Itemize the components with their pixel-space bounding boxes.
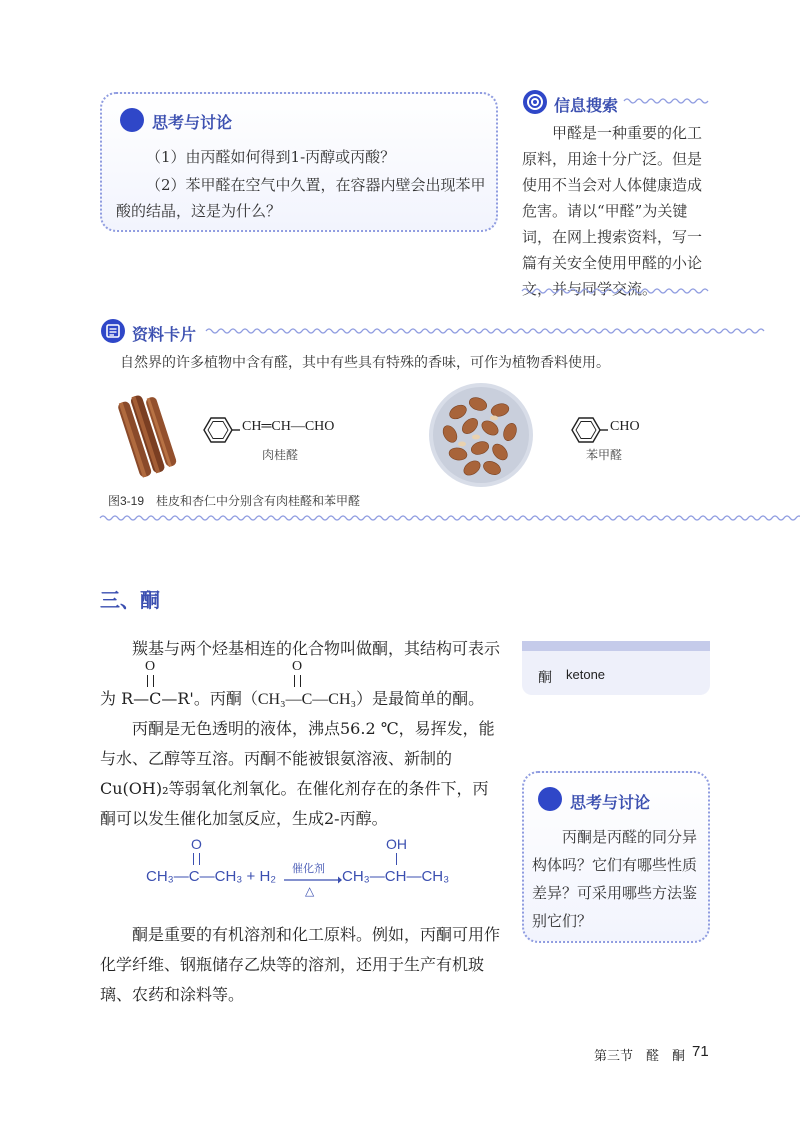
reactant-o-label: O	[191, 836, 202, 852]
cinnamon-sticks-image	[118, 390, 180, 480]
paragraph-1-end: ）是最简单的酮。	[356, 689, 485, 708]
discussion-2-text: 丙酮是丙醛的同分异构体吗？它们有哪些性质差异？可采用哪些方法鉴别它们？	[532, 828, 698, 930]
cinnamaldehyde-name: 肉桂醛	[262, 448, 299, 462]
at-icon	[522, 89, 548, 115]
product-oh-label: OH	[386, 836, 407, 852]
figure-caption: 图3-19 桂皮和杏仁中分别含有肉桂醛和苯甲醛	[108, 494, 361, 508]
wave-divider	[522, 287, 710, 295]
benzaldehyde-formula: CHO	[610, 419, 640, 434]
benzene-ring-icon	[194, 410, 240, 450]
discussion-question-1: （1）由丙醛如何得到1-丙醇或丙酸？	[146, 148, 396, 166]
single-bond-mark	[396, 853, 397, 865]
almond-plate-image	[428, 382, 534, 488]
reactant-formula: CH₃—C—CH₃ + H₂	[146, 868, 277, 885]
wave-divider	[100, 514, 710, 522]
discussion-icon	[120, 108, 144, 132]
discussion-box-2	[522, 771, 710, 943]
info-search-text: 甲醛是一种重要的化工原料，用途十分广泛。但是使用不当会对人体健康造成危害。请以“甲醛”为关键词，在网上搜索资料，写一篇有关安全使用甲醛的小论文，并与同学交流。	[522, 124, 703, 298]
paragraph-2: 丙酮是无色透明的液体，沸点56.2 ℃，易挥发，能与水、乙醇等互溶。丙酮不能被银氨溶液、新制的Cu(OH)₂等弱氧化剂氧化。在催化剂存在的条件下，丙酮可以发生催化加氢反应，生成2-丙醇。	[100, 719, 495, 828]
section-heading: 三、酮	[100, 590, 160, 612]
wave-divider	[206, 327, 710, 335]
paragraph-3: 酮是重要的有机溶剂和化工原料。例如，丙酮可用作化学纤维、钢瓶储存乙炔等的溶剂，还用于生产有机玻璃、农药和涂料等。	[100, 925, 501, 1004]
data-card-title: 资料卡片	[132, 327, 197, 344]
cinnamaldehyde-formula: CH═CH—CHO	[242, 419, 335, 434]
heat-symbol: △	[305, 884, 315, 898]
paragraph-1-line-1: 羰基与两个烃基相连的化合物叫做酮，其结构可表示	[132, 639, 501, 658]
discussion-box-1	[100, 92, 498, 232]
glossary-box	[522, 641, 710, 695]
discussion-icon	[538, 787, 562, 811]
double-bond-mark	[193, 853, 200, 865]
wave-divider	[624, 97, 710, 105]
discussion-title: 思考与讨论	[570, 795, 651, 812]
glossary-term: 酮	[538, 670, 552, 686]
footer-section-label: 第三节 醛 酮	[594, 1048, 686, 1063]
benzene-ring-icon	[562, 410, 608, 450]
discussion-question-2: （2）苯甲醛在空气中久置，在容器内壁会出现苯甲酸的结晶，这是为什么？	[116, 176, 486, 220]
arrow-icon	[284, 876, 342, 884]
o-label: O	[292, 659, 303, 674]
glossary-english: ketone	[566, 667, 606, 682]
discussion-title: 思考与讨论	[152, 115, 233, 132]
document-icon	[100, 318, 126, 344]
data-card-intro: 自然界的许多植物中含有醛，其中有些具有特殊的香味，可作为植物香料使用。	[120, 355, 610, 371]
benzaldehyde-name: 苯甲醛	[586, 448, 623, 462]
page-number: 71	[692, 1043, 709, 1060]
o-label: O	[145, 659, 156, 674]
product-formula: CH₃—CH—CH₃	[342, 868, 450, 885]
acetone-formula: CH₃—C—CH₃	[257, 691, 357, 708]
catalyst-label: 催化剂	[292, 863, 325, 875]
ketone-general-formula: 为 R—C—R'。丙酮（	[100, 689, 258, 708]
info-search-title: 信息搜索	[554, 98, 619, 115]
paragraph-1-line-2	[100, 684, 510, 715]
